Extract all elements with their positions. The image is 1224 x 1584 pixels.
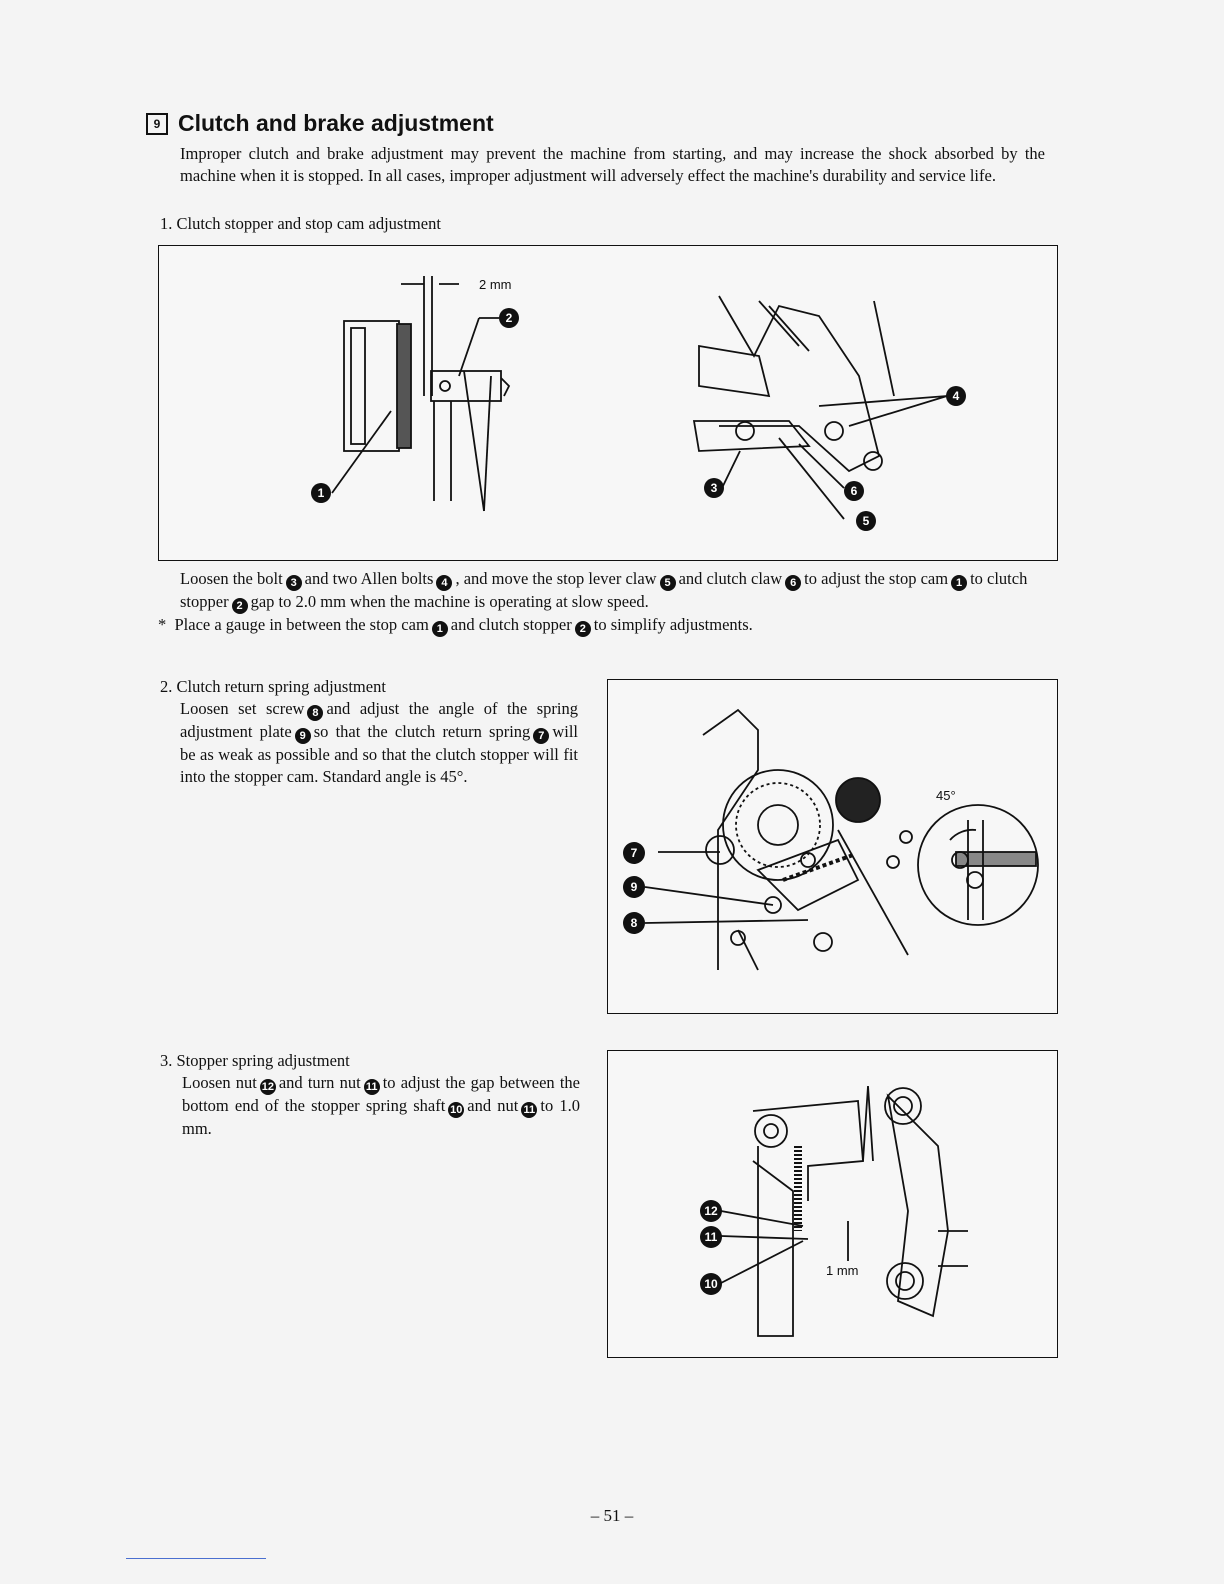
callout-7 [623,842,645,864]
svg-text:4: 4 [952,389,960,403]
svg-text:6: 6 [850,484,858,498]
ref-6: 6 [785,575,801,591]
footer-rule [126,1558,266,1559]
step2-text: Loosen set screw 8 and adjust the angle of the spring adjustment plate 9 so that the clutch return spring 7 will be as weak as possible and so that the clutch stopper will fit into the stopper cam. Standard angle is 45°. [180,699,578,786]
svg-text:5: 5 [862,514,870,528]
step1-note: * Place a gauge in between the stop cam 1 and clutch stopper 2 to simplify adjustments. [158,615,753,635]
callout-8 [623,912,645,934]
svg-text:3: 3 [710,481,718,495]
ref-12: 12 [261,1081,274,1093]
figure-stopper-spring-drawing [608,1051,1057,1357]
ref-2: 2 [232,598,248,614]
ref-3: 3 [286,575,302,591]
step3-heading: 3. Stopper spring adjustment [160,1051,350,1070]
ref-8: 8 [307,705,323,721]
figure-stopper-spring [607,1050,1058,1358]
ref-7: 7 [533,728,549,744]
callout-9 [623,876,645,898]
ref-11: 11 [364,1079,380,1095]
angle-45: 45° [936,788,956,803]
figure-return-spring [607,679,1058,1014]
callout-1 [311,483,331,503]
ref-1: 1 [951,575,967,591]
svg-text:2: 2 [505,311,513,325]
ref-10: 10 [450,1104,463,1116]
section-title [146,110,494,137]
svg-text:9: 9 [630,880,638,894]
section-number: 9 [146,113,168,135]
svg-text:7: 7 [630,846,638,860]
step1-text: Loosen the bolt 3 and two Allen bolts 4 , and move the stop lever claw 5 and clutch claw 6 to adjust the stop cam 1 to clutch stopper 2 gap to 2.0 mm when the machine is operating at slow speed. [180,569,1028,612]
figure-clutch-stopper-drawing [159,246,1057,560]
section-title-text: Clutch and brake adjustment [178,110,494,136]
figure-return-spring-drawing [608,680,1057,1013]
step1-heading: 1. Clutch stopper and stop cam adjustment [160,214,441,233]
callout-4 [946,386,966,406]
callout-12 [700,1200,722,1222]
ref-9: 9 [295,728,311,744]
callout-3 [704,478,724,498]
ref-4: 4 [436,575,452,591]
page-number: – 51 – [590,1506,634,1525]
callout-6 [844,481,864,501]
step2-heading: 2. Clutch return spring adjustment [160,677,386,696]
svg-text:12: 12 [704,1204,718,1218]
callout-2 [499,308,519,328]
figure-clutch-stopper [158,245,1058,561]
section-intro: Improper clutch and brake adjustment may prevent the machine from starting, and may increase the shock absorbed by the machine when it is stopped. In all cases, improper adjustment will adversely effect the machine's durability and service life. [180,144,1045,185]
svg-text:1: 1 [317,486,325,500]
dimension-1mm: 1 mm [826,1263,859,1278]
dimension-2mm: 2 mm [479,277,512,292]
svg-text:8: 8 [630,916,638,930]
callout-5 [856,511,876,531]
ref-5: 5 [660,575,676,591]
svg-text:10: 10 [704,1277,718,1291]
step3-text: Loosen nut 12 and turn nut 11 to adjust the gap between the bottom end of the stopper spring shaft 10 and nut 11 to 1.0 mm. [182,1073,580,1138]
svg-text:11: 11 [704,1230,718,1244]
callout-10 [700,1273,722,1295]
callout-11 [700,1226,722,1248]
